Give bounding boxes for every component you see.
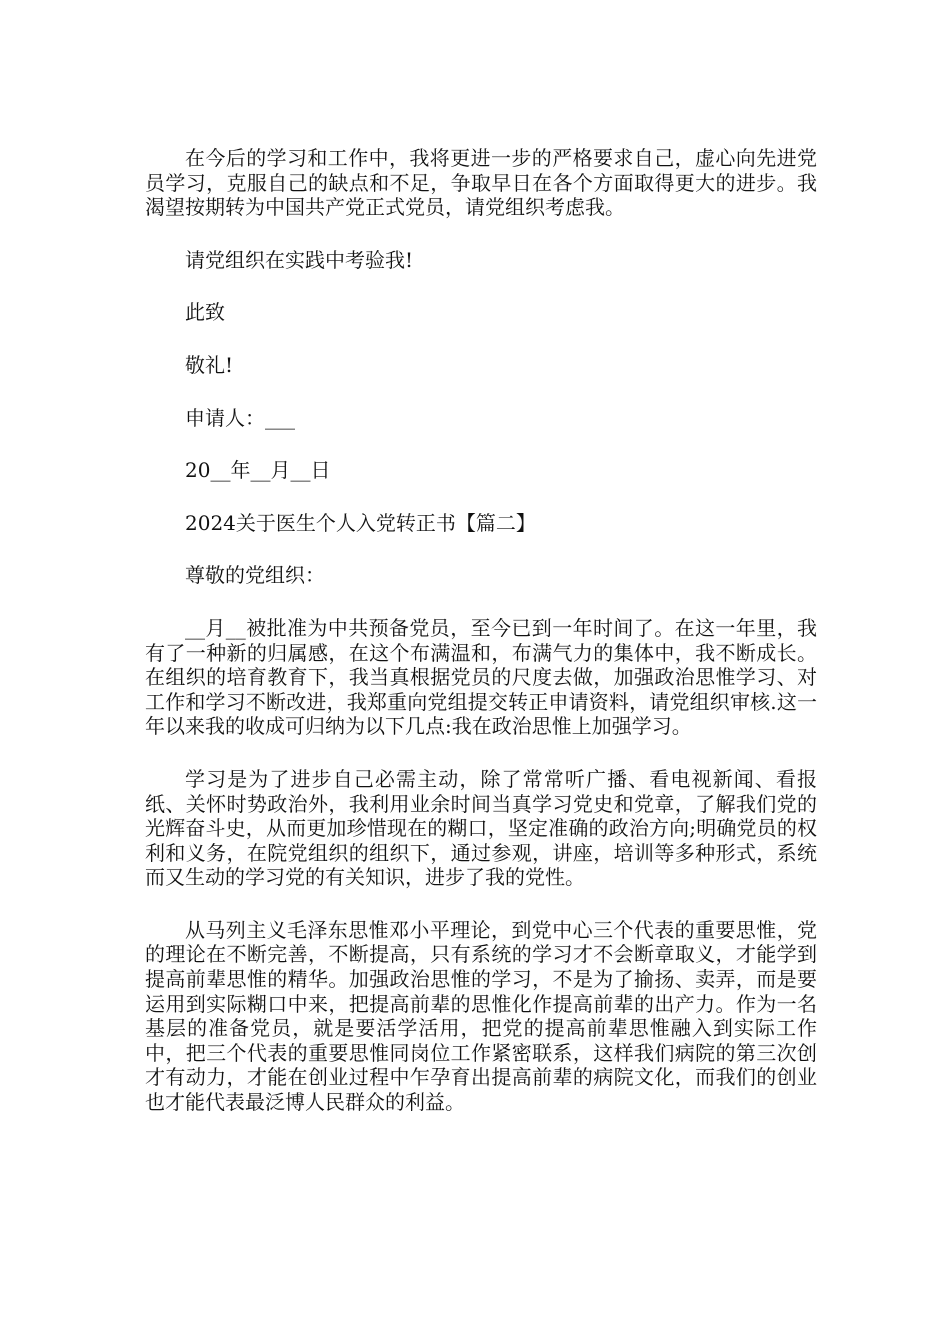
paragraph-intro: __月__被批准为中共预备党员，至今已到一年时间了。在这一年里，我有了一种新的归属感，在这个布满温和，布满气力的集体中，我不断成长。在组织的培育教育下，我当真根据党员的尺度去做，加强政治思惟学习、对工作和学习不断改进，我郑重向党组提交转正申请资料，请党组织审核.这一年以来我的收成可归纳为以下几点:我在政治思惟上加强学习。	[145, 615, 817, 739]
paragraph-test-me: 请党组织在实践中考验我!	[185, 247, 414, 272]
date-line: 20__年__月__日	[185, 458, 331, 483]
section-heading: 2024关于医生个人入党转正书【篇二】	[185, 510, 536, 535]
paragraph-closing-commitment: 在今后的学习和工作中，我将更进一步的严格要求自己，虚心向先进党员学习，克服自己的缺点和不足，争取早日在各个方面取得更大的进步。我渴望按期转为中国共产党正式党员，请党组织考虑我。	[145, 146, 817, 220]
document-page	[145, 146, 817, 1143]
salutation-jingli: 敬礼!	[185, 352, 234, 377]
salutation-cizhi: 此致	[185, 300, 225, 325]
paragraph-study: 学习是为了进步自己必需主动，除了常常听广播、看电视新闻、看报纸、关怀时势政治外，我利用业余时间当真学习党史和党章，了解我们党的光辉奋斗史，从而更加珍惜现在的糊口，坚定准确的政治方向;明确党员的权利和义务，在院党组织的组织下，通过参观，讲座，培训等多种形式，系统而又生动的学习党的有关知识，进步了我的党性。	[145, 766, 817, 890]
greeting-line: 尊敬的党组织：	[185, 563, 325, 588]
applicant-line: 申请人：___	[185, 405, 295, 430]
paragraph-theory: 从马列主义毛泽东思惟邓小平理论，到党中心三个代表的重要思惟，党的理论在不断完善，不断提高，只有系统的学习才不会断章取义，才能学到提高前辈思惟的精华。加强政治思惟的学习，不是为了揄扬、卖弄，而是要运用到实际糊口中来，把提高前辈的思惟化作提高前辈的出产力。作为一名基层的准备党员，就是要活学活用，把党的提高前辈思惟融入到实际工作中，把三个代表的重要思惟同岗位工作紧密联系，这样我们病院的第三次创才有动力，才能在创业过程中乍孕育出提高前辈的病院文化，而我们的创业也才能代表最泛博人民群众的利益。	[145, 917, 817, 1115]
